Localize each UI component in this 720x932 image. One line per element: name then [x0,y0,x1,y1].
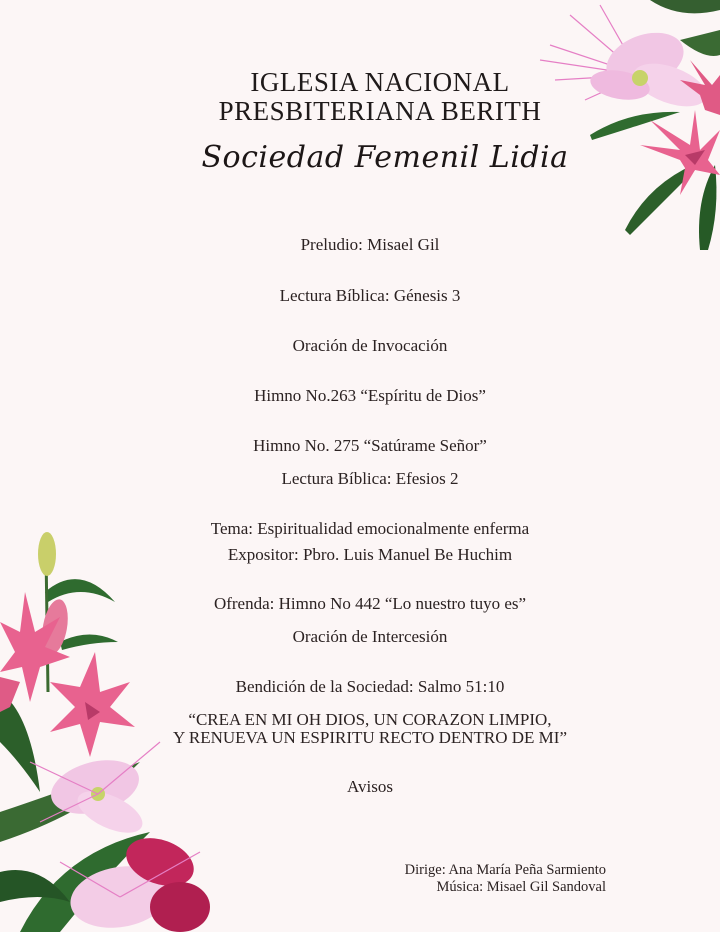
program-item: Himno No.263 “Espíritu de Dios” [254,386,486,405]
church-name-line-1: IGLESIA NACIONAL [250,67,510,97]
program-item: Oración de Invocación [292,336,448,355]
program-item: Lectura Bíblica: Génesis 3 [279,286,461,305]
church-name-line-2: PRESBITERIANA BERITH [218,96,542,126]
society-name: Sociedad Femenil Lidia [201,140,569,175]
program-item: Oración de Intercesión [292,627,448,646]
program-item: Ofrenda: Himno No 442 “Lo nuestro tuyo es” [213,594,527,613]
program-item: Expositor: Pbro. Luis Manuel Be Huchim [227,545,513,564]
program-item: Himno No. 275 “Satúrame Señor” [253,436,487,455]
music-credit: Música: Misael Gil Sandoval [436,879,606,895]
program-item: Tema: Espiritualidad emocionalmente enferma [210,519,530,538]
credits [405,862,606,896]
program-item: Preludio: Misael Gil [300,235,440,254]
program-item: Avisos [347,777,393,796]
psalm-quote-line-1: “CREA EN MI OH DIOS, UN CORAZON LIMPIO, [188,710,552,729]
program-item: Bendición de la Sociedad: Salmo 51:10 [235,677,505,696]
program-item: Lectura Bíblica: Efesios 2 [281,469,459,488]
director-credit: Dirige: Ana María Peña Sarmiento [404,862,606,878]
psalm-quote-line-2: Y RENUEVA UN ESPIRITU RECTO DENTRO DE MI” [173,728,567,747]
